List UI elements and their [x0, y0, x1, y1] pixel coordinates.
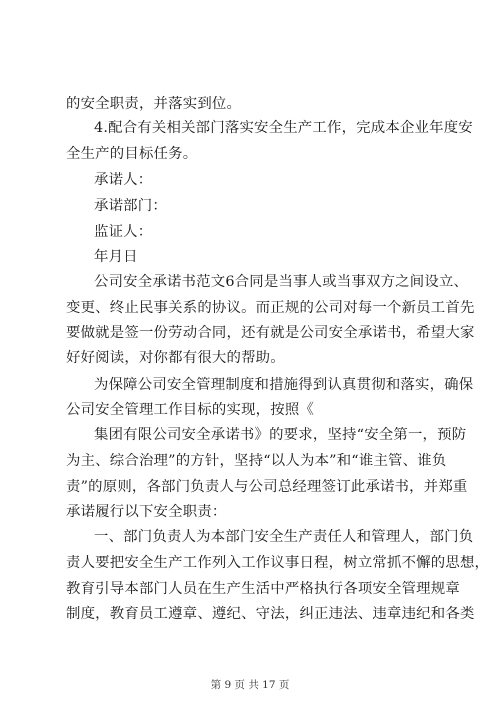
witness-label: 监证人： [94, 224, 153, 240]
text-line: 承诺履行以下安全职责： [66, 504, 227, 520]
text-line: 好好阅读，对你都有很大的帮助。 [66, 350, 285, 366]
text-line: 公司安全管理工作目标的实现，按照《 [66, 402, 315, 418]
date-label: 年月日 [94, 249, 138, 265]
text-line: 制度，教育员工遵章、遵纪、守法，纠正违法、违章违纪和各类 [66, 606, 475, 622]
text-line: 一、部门负责人为本部门安全生产责任人和管理人，部门负 [94, 529, 474, 545]
page-footer: 第 9 页 共 17 页 [210, 679, 290, 691]
signer-label: 承诺人： [94, 172, 153, 188]
text-line: 公司安全承诺书范文6合同是当事人或当事双方之间设立、 [94, 274, 469, 290]
text-line: 为主、综合治理”的方针，坚持“以人为本”和“谁主管、谁负 [66, 453, 447, 469]
text-line: 全生产的目标任务。 [66, 146, 198, 162]
text-line: 要做就是签一份劳动合同，还有就是公司安全承诺书，希望大家 [66, 325, 475, 341]
text-line: 的安全职责，并落实到位。 [66, 96, 242, 112]
text-line: 变更、终止民事关系的协议。而正规的公司对每一个新员工首先 [66, 300, 475, 316]
text-line: 责人要把安全生产工作列入工作议事日程，树立常抓不懈的思想， [66, 555, 490, 571]
text-line: 责”的原则，各部门负责人与公司总经理签订此承诺书，并郑重 [66, 479, 468, 495]
text-line: 4.配合有关相关部门落实安全生产工作，完成本企业年度安 [94, 120, 473, 136]
text-line: 集团有限公司安全承诺书》的要求，坚持“安全第一，预防 [94, 427, 467, 443]
text-line: 为保障公司安全管理制度和措施得到认真贯彻和落实，确保 [94, 377, 474, 393]
text-line: 教育引导本部门人员在生产生活中严格执行各项安全管理规章 [66, 581, 460, 597]
department-label: 承诺部门： [94, 198, 167, 214]
